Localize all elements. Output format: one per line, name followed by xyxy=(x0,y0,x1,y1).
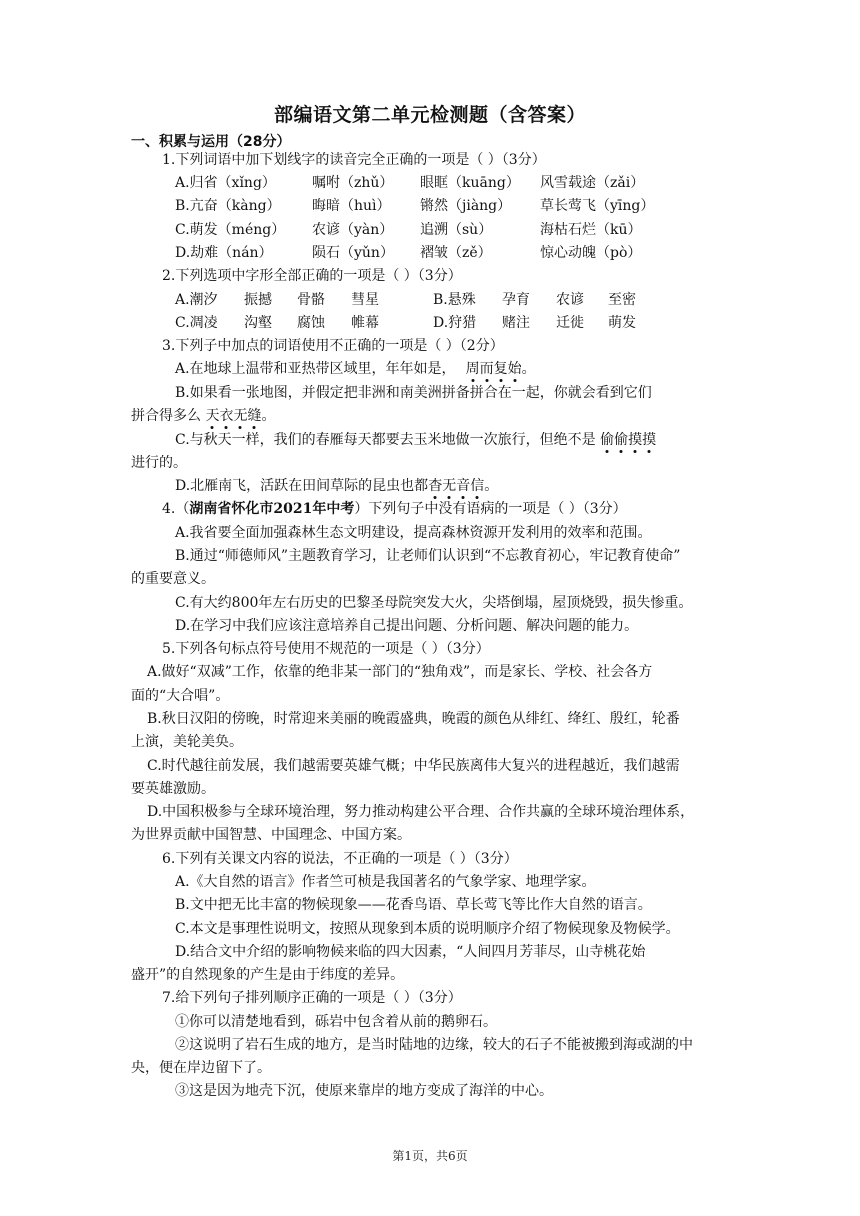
question-2-option-1-word-2: 振撼 xyxy=(244,292,272,308)
question-1-option-4-item-3: 褶皱（zě） xyxy=(420,244,492,261)
question-1-option-3-item-4: 海枯石烂（kū） xyxy=(540,221,642,238)
question-2-option-3-word-2: 沟壑 xyxy=(244,315,272,331)
question-4-option-d: D.在学习中我们应该注意培养自己提出问题、分析问题、解决问题的能力。 xyxy=(175,618,639,634)
question-4-option-b: B.通过“师德师风”主题教育学习，让老师们认识到“不忘教育初心，牢记教育使命” xyxy=(175,548,681,564)
question-5-option-d: D.中国积极参与全球环境治理，努力推动构建公平合理、合作共赢的全球环境治理体系， xyxy=(147,804,695,820)
question-5-option-a: A.做好“双减”工作，依靠的绝非某一部门的“独角戏”，而是家长、学校、社会各方 xyxy=(147,664,653,680)
question-4-option-a: A.我省要全面加强森林生态文明建设，提高森林资源开发利用的效率和范围。 xyxy=(175,525,652,541)
question-1-option-4-item-1: D.劫难（nán） xyxy=(175,244,273,261)
question-1-option-3-item-2: 农谚（yàn） xyxy=(312,221,394,238)
question-1-option-1-item-2: 嘱咐（zhǔ） xyxy=(312,175,394,191)
question-2-option-4-word-4: 萌发 xyxy=(608,315,636,331)
question-1-option-2-item-4: 草长莺飞（yīng） xyxy=(540,198,655,215)
question-2-option-4-word-3: 迁徙 xyxy=(556,315,584,331)
question-2-option-1-word-4: 彗星 xyxy=(351,292,379,308)
question-3-stem: 3.下列子中加点的词语使用不正确的一项是（ ）（2分） xyxy=(162,338,504,354)
question-2-stem: 2.下列选项中字形全部正确的一项是（ ）（3分） xyxy=(162,268,462,284)
question-3-option-b-cont: 拼合得多么 天衣无缝。 xyxy=(131,408,276,424)
question-source: 湖南省怀化市2021年中考 xyxy=(189,501,355,517)
section-heading: 一、积累与运用（28分） xyxy=(131,134,291,150)
page-footer: 第1页，共6页 xyxy=(392,1149,468,1163)
dotted-phrase: 天衣无缝 xyxy=(205,408,262,424)
question-2-option-4-word-2: 赌注 xyxy=(502,315,530,331)
question-4-option-b-cont: 的重要意义。 xyxy=(131,571,215,587)
question-2-option-3-word-1: C.凋凌 xyxy=(175,315,218,331)
question-2-option-4-word-1: D.狩猎 xyxy=(433,315,477,331)
question-1-option-3-item-1: C.萌发（méng） xyxy=(175,221,286,238)
question-2-option-3-word-4: 帷幕 xyxy=(351,315,379,331)
dotted-phrase: 周而复始 xyxy=(465,361,522,377)
question-7-sentence-3: ③这是因为地壳下沉，使原来靠岸的地方变成了海洋的中心。 xyxy=(175,1083,553,1099)
question-4-stem: 4.（湖南省怀化市2021年中考）下列句子中没有语病的一项是（ ）（3分） xyxy=(162,501,627,517)
question-2-option-2-word-4: 至密 xyxy=(608,292,636,308)
question-5-option-a-cont: 面的“大合唱”。 xyxy=(131,688,230,704)
dotted-phrase: 偷偷摸摸 xyxy=(600,432,657,448)
question-1-option-4-item-4: 惊心动魄（pò） xyxy=(540,244,642,261)
question-3-option-c-cont: 进行的。 xyxy=(131,455,187,471)
question-5-option-c-cont: 要英雄激励。 xyxy=(131,781,215,797)
question-1-option-4-item-2: 陨石（yǔn） xyxy=(312,244,394,261)
question-6-stem: 6.下列有关课文内容的说法，不正确的一项是（ ）（3分） xyxy=(162,851,518,867)
question-2-option-2-word-2: 孕育 xyxy=(502,292,530,308)
question-2-option-2-word-1: B.悬殊 xyxy=(433,292,476,308)
question-5-option-d-cont: 为世界贡献中国智慧、中国理念、中国方案。 xyxy=(131,827,411,843)
page-title: 部编语文第二单元检测题（含答案） xyxy=(273,104,586,126)
question-2-option-3-word-3: 腐蚀 xyxy=(297,315,325,331)
question-1-option-2-item-2: 晦暗（huì） xyxy=(312,198,391,215)
question-6-option-d: D.结合文中介绍的影响物候来临的四大因素，“人间四月芳菲尽，山寺桃花始 xyxy=(175,944,646,960)
question-3-option-b: B.如果看一张地图，并假定把非洲和南美洲拼备拼合在一起，你就会看到它们 xyxy=(175,385,652,401)
dotted-phrase: 杳无音信 xyxy=(428,478,485,494)
question-7-sentence-1: ①你可以清楚地看到，砾岩中包含着从前的鹅卵石。 xyxy=(175,1014,497,1030)
question-6-option-b: B.文中把无比丰富的物候现象——花香鸟语、草长莺飞等比作大自然的语言。 xyxy=(175,897,652,913)
question-5-option-b-cont: 上演，美轮美奂。 xyxy=(131,734,243,750)
question-2-option-2-word-3: 农谚 xyxy=(556,292,584,308)
question-1-option-2-item-3: 锵然（jiàng） xyxy=(420,198,512,215)
question-7-sentence-2-cont: 央，便在岸边留下了。 xyxy=(131,1060,271,1076)
question-4-option-c: C.有大约800年左右历史的巴黎圣母院突发大火，尖塔倒塌，屋顶烧毁，损失惨重。 xyxy=(175,595,693,611)
question-5-option-c: C.时代越往前发展，我们越需要英雄气概；中华民族离伟大复兴的进程越近，我们越需 xyxy=(147,758,680,774)
question-5-stem: 5.下列各句标点符号使用不规范的一项是（ ）（3分） xyxy=(162,641,490,657)
question-3-option-d: D.北雁南飞，活跃在田间草际的昆虫也都杳无音信。 xyxy=(175,478,499,494)
question-7-stem: 7.给下列句子排列顺序正确的一项是（ ）（3分） xyxy=(162,990,462,1006)
question-1-option-3-item-3: 追溯（sù） xyxy=(420,221,493,238)
question-6-option-c: C.本文是事理性说明文，按照从现象到本质的说明顺序介绍了物候现象及物候学。 xyxy=(175,921,680,937)
question-2-option-1-word-1: A.潮汐 xyxy=(175,292,218,308)
question-1-option-1-item-1: A.归省（xǐng） xyxy=(175,175,276,191)
question-1-stem: 1.下列词语中加下划线字的读音完全正确的一项是（ ）（3分） xyxy=(162,152,546,168)
question-6-option-a: A.《大自然的语言》作者竺可桢是我国著名的气象学家、地理学家。 xyxy=(175,874,596,890)
question-1-option-1-item-3: 眼眶（kuāng） xyxy=(420,175,520,191)
question-2-option-1-word-3: 骨骼 xyxy=(297,292,325,308)
question-6-option-d-cont: 盛开”的自然现象的产生是由于纬度的差异。 xyxy=(131,967,405,983)
question-1-option-1-item-4: 风雪载途（zǎi） xyxy=(540,175,645,191)
question-5-option-b: B.秋日汉阳的傍晚，时常迎来美丽的晚霞盛典，晚霞的颜色从绯红、绛红、殷红，轮番 xyxy=(147,711,680,727)
question-3-option-a: A.在地球上温带和亚热带区域里，年年如是， 周而复始。 xyxy=(175,361,536,377)
question-7-sentence-2: ②这说明了岩石生成的地方，是当时陆地的边缘，较大的石子不能被搬到海或湖的中 xyxy=(175,1037,693,1053)
question-3-option-c: C.与秋天一样，我们的春雁每天都要去玉米地做一次旅行，但绝不是 偷偷摸摸 xyxy=(175,432,657,448)
question-1-option-2-item-1: B.亢奋（kàng） xyxy=(175,198,281,215)
